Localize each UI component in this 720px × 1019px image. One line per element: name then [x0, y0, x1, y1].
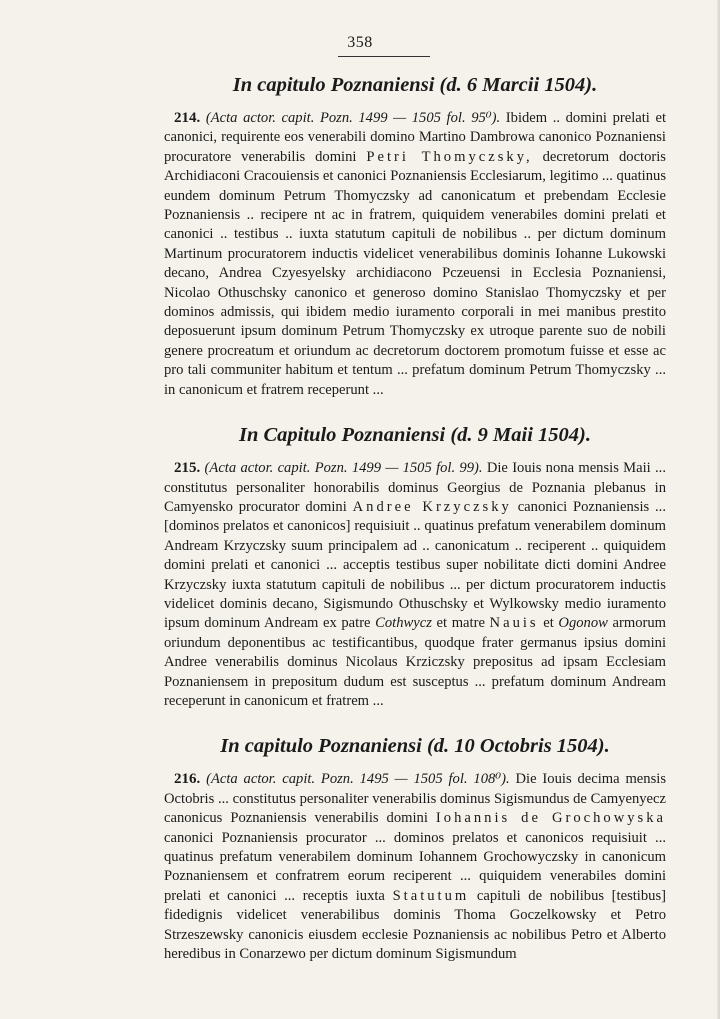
- entry-text: canonici Poznaniensis ... [dominos prelatos et canonicos] requisiuit .. quatinus prefatum venerabilem dominum Andream Krzyczsky suum principalem ad .. canonicatum .. reciperent .. quiquidem domini prelati et canonici ... acceptis testibus super nobilitate dicti domini Andree Krzyczsky iuxta statutum capituli de nobilibus ... per dictum procuratorem inductis videlicet dominis decano, Sigismundo Othuschsky et Wylkowsky medio iuramento ipsum dominum Andream ex patre: [164, 498, 666, 632]
- section-gap: [164, 400, 666, 422]
- entry-number: 215.: [174, 460, 201, 477]
- entry-source: (Acta actor. capit. Pozn. 1499 — 1505 fol. 95⁰).: [205, 110, 501, 126]
- entry-source: (Acta actor. capit. Pozn. 1499 — 1505 fol. 99).: [204, 460, 483, 477]
- entry-text: et: [543, 615, 554, 632]
- entry-heading: In capitulo Poznaniensi (d. 10 Octobris 1504).: [220, 735, 610, 758]
- page-content: [164, 72, 666, 964]
- entry-body: [164, 459, 666, 711]
- entry-source: (Acta actor. capit. Pozn. 1495 — 1505 fol. 108⁰).: [206, 771, 510, 788]
- coat-of-arms-name: Ogonow: [558, 615, 608, 632]
- entry-number: 216.: [174, 771, 201, 788]
- entry-text: Ibidem .. domini prelati et canonici, requirente eos venerabili domino Martino Dambrowa canonico Poznaniensi procuratore venerabilis domini: [164, 110, 666, 165]
- entry-216: [164, 733, 666, 964]
- entry-text: et matre: [436, 615, 485, 632]
- entry-number: 214.: [174, 110, 201, 126]
- entry-text: Die Iouis nona mensis Maii ... constitutus personaliter honorabilis dominus Georgius de Poznania plebanus in Camyensko procurator domini: [164, 460, 666, 515]
- entry-text: decretorum doctoris Archidiaconi Cracouiensis et canonici Poznaniensis Ecclesiarum, legitimo ... quatinus eundem dominum Petrum Thomyczsky ad canonicatum et prebendam Ecclesie Poznaniensis .. recipere nt ac in fratrem, quiquidem venerabiles domini prelati et canonici .. testibus .. iuxta statutum capituli de nobilibus .. per dictum dominum Martinum procuratorem inductis videlicet venerabilibus dominis Iohanne Lukowski decano, Andrea Czyesyelsky archidiacono Pczeuensi in Ecclesia Poznaniensi, Nicolao Othuschsky canonico et generoso domino Stanislao Thomyczsky et per dominos admissis, qui ibidem medio iuramento corporali in mei manibus prestito deposuerunt ipsum dominum Petrum Thomyczsky ex utroque parente suo de nobili genere procreatum et oriundum ac decretorum doctorem promotum fuisse et esse ac pro tali communiter habitum et tentum ... prefatum dominum Petrum Thomyczsky ... in canonicum et fratrem receperunt ...: [164, 148, 666, 398]
- page-number: 358: [347, 34, 373, 51]
- entry-215: [164, 422, 666, 711]
- entry-214: [164, 72, 666, 400]
- entry-heading: In capitulo Poznaniensi (d. 6 Marcii 1504).: [232, 74, 598, 96]
- entry-text: canonici Poznaniensis procurator ... dominos prelatos et canonicos requisiuit ... quatinus prefatum venerabilem dominum Iohannem Grochowyczsky in canonicum Poznaniensem et confratrem eorum reciperent ... quiquidem venerabiles domini prelati et canonici ... receptis iuxta: [164, 829, 666, 904]
- entry-body: [164, 770, 666, 964]
- spaced-name: Statutum: [392, 887, 470, 904]
- spaced-name: Nauis: [489, 615, 539, 632]
- entry-text: Die Iouis decima mensis Octobris ... constitutus personaliter venerabilis dominus Sigismundus de Camyenyecz canonicus Poznaniensis venerabilis domini: [164, 771, 666, 827]
- entry-body: [164, 109, 666, 400]
- spaced-name: Andree Krzyczsky: [352, 498, 512, 515]
- page-number-rule: [338, 56, 430, 57]
- coat-of-arms-name: Cothwycz: [375, 615, 432, 632]
- spaced-name: Iohannis de Grochowyska: [435, 810, 666, 827]
- entry-heading: In Capitulo Poznaniensi (d. 9 Maii 1504).: [239, 424, 591, 447]
- entry-text: capituli de nobilibus [testibus] fidedignis videlicet venerabilibus dominis Thoma Goczelkowsky et Petro Strzeszewsky canonicis eiusdem ecclesie Poznaniensis ac nobilibus Petro et Alberto heredibus in Conarzewo per dictum dominum Sigismundum: [164, 887, 666, 963]
- section-gap: [164, 711, 666, 733]
- spaced-name: Petri Thomyczsky,: [366, 148, 533, 165]
- entry-text: armorum oriundum deponentibus ac testificantibus, quodque frater germanus ipsius domini Andree venerabilis dominus Nicolaus Krziczsky prepositus ad ipsam Ecclesiam Poznaniensem in prepositum dudum est susceptus ... prefatum dominum Andream receperunt in canonicum et fratrem ...: [164, 615, 666, 709]
